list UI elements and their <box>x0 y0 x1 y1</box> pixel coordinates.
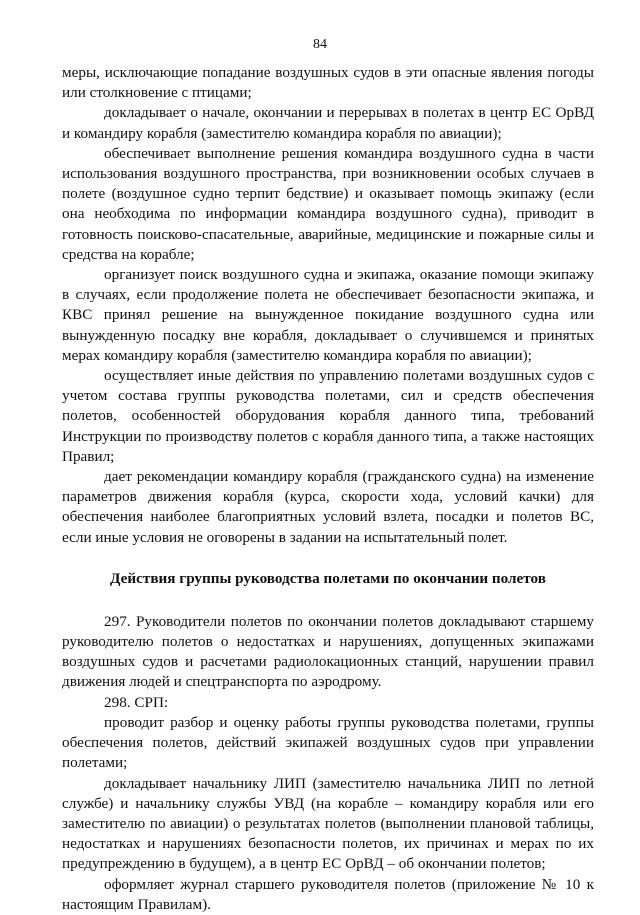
paragraph: меры, исключающие попадание воздушных судов в эти опасные явления погоды или столкновение с птицами; <box>62 64 594 102</box>
paragraph: 297. Руководители полетов по окончании полетов докладывают старшему руководителю полетов о недостатках и нарушениях, допущенных экипажами воздушных судов и расчетами радиолокационных станций, нарушении правил движения людей и спецтранспорта по аэродрому. <box>62 612 594 691</box>
document-body <box>62 63 594 915</box>
paragraph: организует поиск воздушного судна и экипажа, оказание помощи экипажу в случаях, если продолжение полета не обеспечивает безопасности экипажа, и КВС принял решение на вынужденное покидание воздушного судна или вынужденную посадку вне корабля, докладывает о случившемся и принятых мерах командиру корабля (заместителю командира корабля по авиации); <box>62 266 594 364</box>
paragraph: докладывает начальнику ЛИП (заместителю начальника ЛИП по летной службе) и начальнику службы УВД (на корабле – командиру корабля или его заместителю по авиации) о результатах полетов (выполнении плановой таблицы, недостатках и нарушениях безопасности полетов, их причинах и мерах по их предупреждению в будущем), а в центр ЕС ОрВД – об окончании полетов; <box>62 774 594 873</box>
paragraph: осуществляет иные действия по управлению полетами воздушных судов с учетом состава группы руководства полетами, сил и средств обеспечения полетов, особенностей оборудования корабля данного типа, требований Инструкции по производству полетов с корабля данного типа, а также настоящих Правил; <box>62 367 594 465</box>
paragraph: обеспечивает выполнение решения командира воздушного судна в части использования воздушного пространства, при возникновении особых случаев в полете (воздушное судно терпит бедствие) и оказывает помощь экипажу (если она необходима по информации командира воздушного судна), приводит в готовность поисково-спасательные, аварийные, медицинские и пожарные силы и средства на корабле; <box>62 144 594 263</box>
paragraph: оформляет журнал старшего руководителя полетов (приложение № 10 к настоящим Правилам). <box>62 875 594 913</box>
paragraph: 298. СРП: <box>104 693 169 711</box>
paragraph: докладывает о начале, окончании и перерывах в полетах в центр ЕС ОрВД и командиру корабля (заместителю командира корабля по авиации); <box>62 104 594 142</box>
paragraph: проводит разбор и оценку работы группы руководства полетами, группы обеспечения полетов, действий экипажей воздушных судов при управлении полетами; <box>62 713 594 772</box>
section-heading: Действия группы руководства полетами по окончании полетов <box>110 569 546 587</box>
page-number: 84 <box>313 37 327 52</box>
paragraph: дает рекомендации командиру корабля (гражданского судна) на изменение параметров движения корабля (курса, скорости хода, условий качки) для обеспечения наиболее благоприятных условий взлета, посадки и полетов ВС, если иные условия не оговорены в задании на испытательный полет. <box>62 468 594 546</box>
